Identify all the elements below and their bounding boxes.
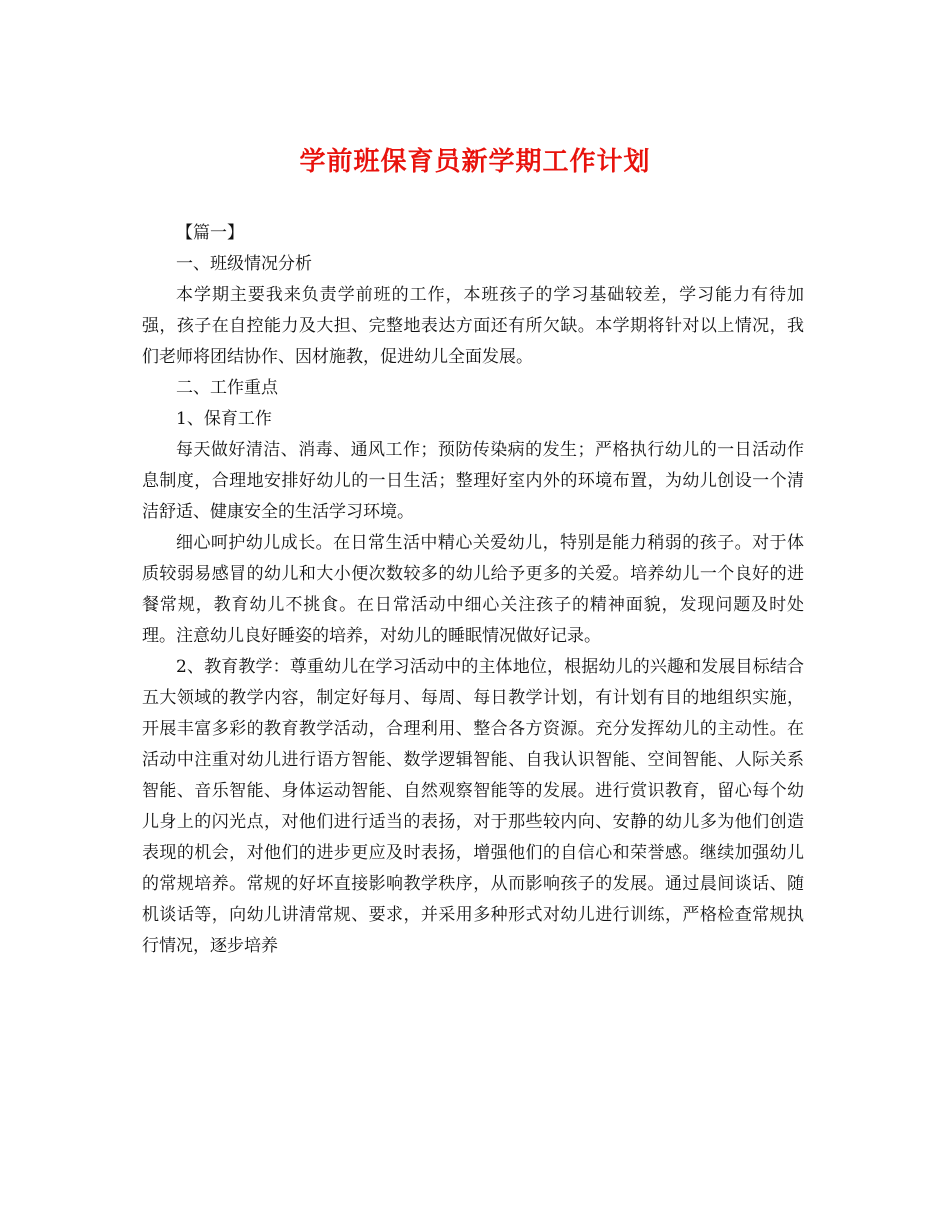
heading-work-focus: 二、工作重点 bbox=[176, 378, 278, 398]
subheading-care-work: 1、保育工作 bbox=[176, 409, 272, 429]
paragraph-education-teaching: 2、教育教学：尊重幼儿在学习活动中的主体地位，根据幼儿的兴趣和发展目标结合五大领域的教学内容，制定好每月、每周、每日教学计划，有计划有目的地组织实施，开展丰富多彩的教育教学活动，合理利用、整合各方资源。充分发挥幼儿的主动性。在活动中注重对幼儿进行语方智能、数学逻辑智能、自我认识智能、空间智能、人际关系智能、音乐智能、身体运动智能、自然观察智能等的发展。进行赏识教育，留心每个幼儿身上的闪光点，对他们进行适当的表扬，对于那些较内向、安静的幼儿多为他们创造表现的机会，对他们的进步更应及时表扬，增强他们的自信心和荣誉感。继续加强幼儿的常规培养。常规的好坏直接影响教学秩序，从而影响孩子的发展。通过晨间谈话、随机谈话等，向幼儿讲清常规、要求，并采用多种形式对幼儿进行训练，严格检查常规执行情况，逐步培养 bbox=[142, 657, 804, 956]
document-body bbox=[142, 218, 804, 962]
paragraph-class-analysis: 本学期主要我来负责学前班的工作，本班孩子的学习基础较差，学习能力有待加强，孩子在自控能力及大担、完整地表达方面还有所欠缺。本学期将针对以上情况，我们老师将团结协作、因材施教，促进幼儿全面发展。 bbox=[142, 285, 804, 367]
heading-class-situation: 一、班级情况分析 bbox=[176, 254, 312, 274]
paragraph-child-growth: 细心呵护幼儿成长。在日常生活中精心关爱幼儿，特别是能力稍弱的孩子。对于体质较弱易感冒的幼儿和大小便次数较多的幼儿给予更多的关爱。培养幼儿一个良好的进餐常规，教育幼儿不挑食。在日常活动中细心关注孩子的精神面貌，发现问题及时处理。注意幼儿良好睡姿的培养，对幼儿的睡眠情况做好记录。 bbox=[142, 533, 804, 646]
section-label-part-one: 【篇一】 bbox=[176, 223, 244, 243]
paragraph-daily-care: 每天做好清洁、消毒、通风工作；预防传染病的发生；严格执行幼儿的一日活动作息制度，合理地安排好幼儿的一日生活；整理好室内外的环境布置，为幼儿创设一个清洁舒适、健康安全的生活学习环境。 bbox=[142, 440, 804, 522]
document-title: 学前班保育员新学期工作计划 bbox=[299, 147, 651, 177]
